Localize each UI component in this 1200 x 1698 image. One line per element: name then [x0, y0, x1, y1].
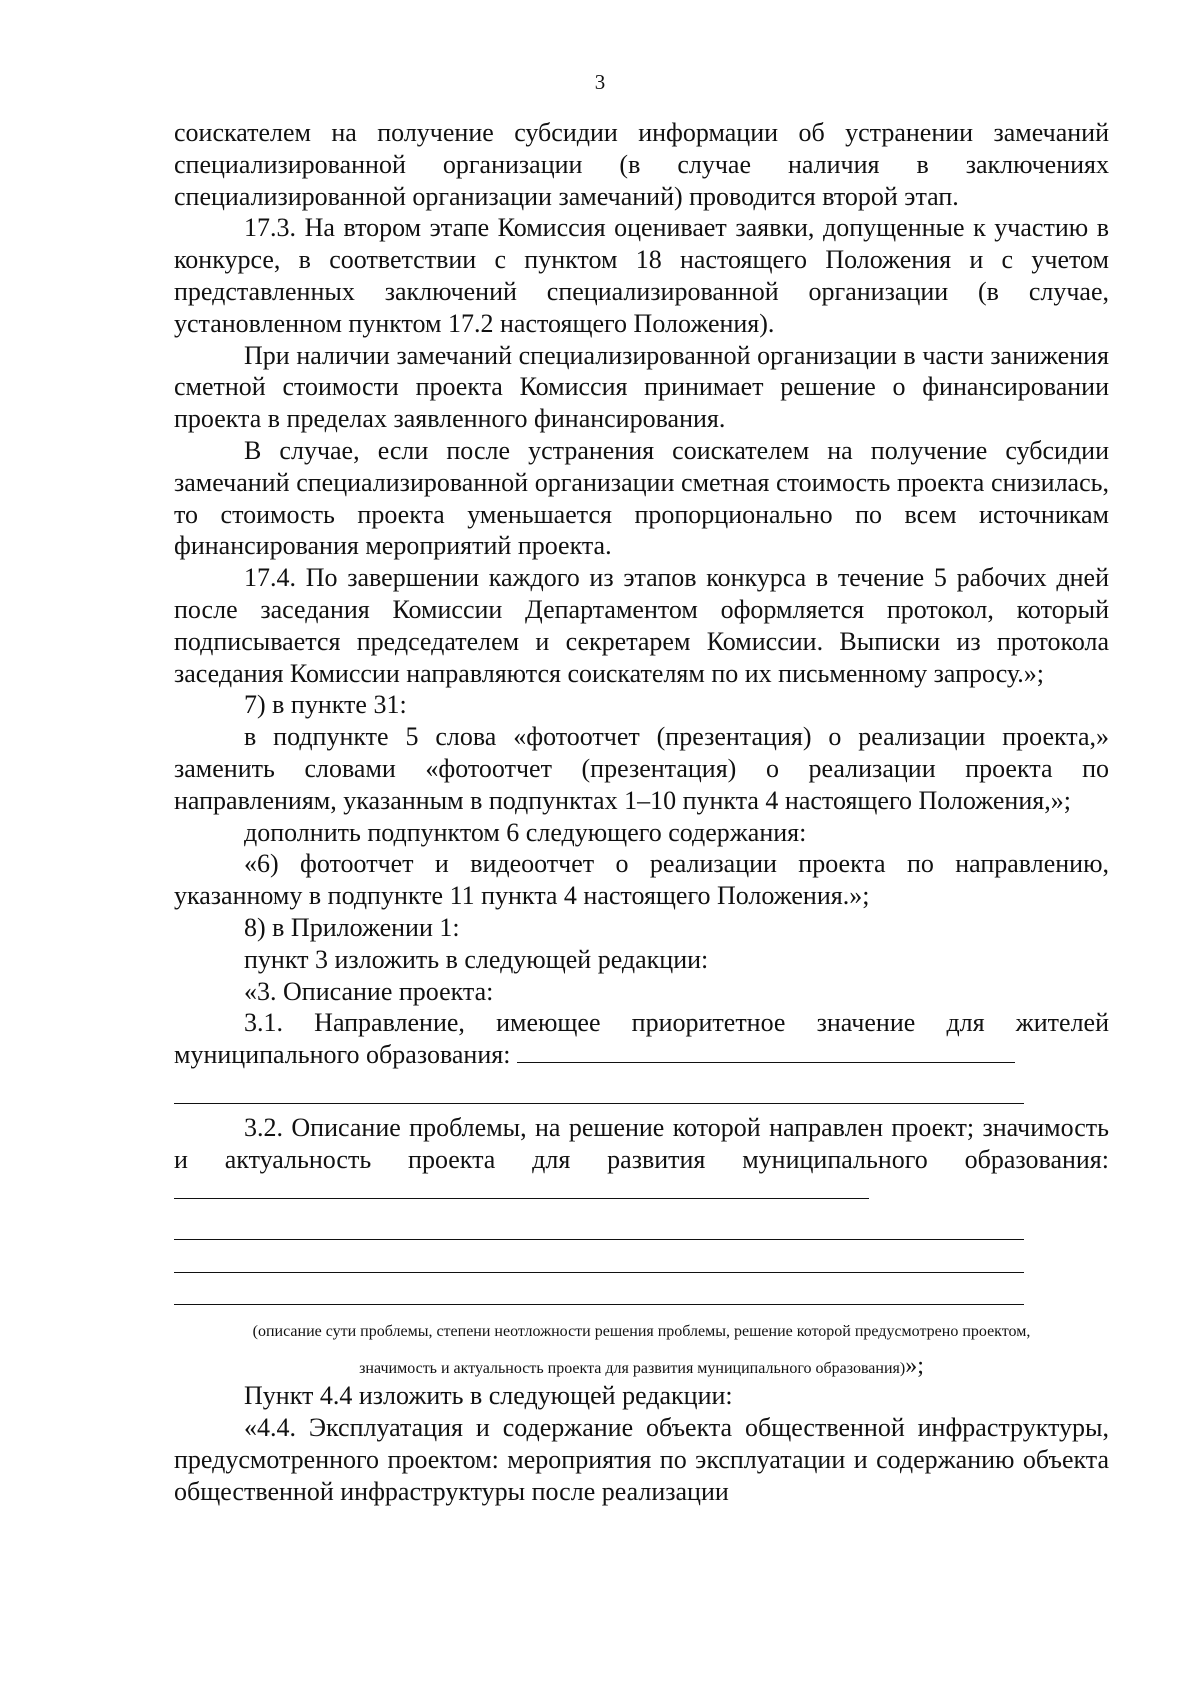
paragraph-subitem-5: в подпункте 5 слова «фотоотчет (презентация) о реализации проекта,» заменить словами «фотоотчет (презентация) о реализации проекта по направлениям, указанным в подпунктах 1–10 пункта 4 настоящего Положения,»;	[174, 722, 1109, 815]
blank-line	[174, 1273, 1024, 1306]
paragraph-17-3: 17.3. На втором этапе Комиссия оценивает заявки, допущенные к участию в конкурсе, в соответствии с пунктом 18 настоящего Положения и с учетом представленных заключений специализированной организации (в случае, установленном пунктом 17.2 настоящего Положения).	[174, 213, 1109, 338]
blank-line	[174, 1207, 1024, 1240]
paragraph-3-1	[174, 1007, 1109, 1071]
paragraph-remarks: При наличии замечаний специализированной организации в части занижения сметной стоимости проекта Комиссия принимает решение о финансировании проекта в пределах заявленного финансирования.	[174, 340, 1109, 434]
paragraph-item-7: 7) в пункте 31:	[244, 690, 407, 720]
footnote-line-2-text: значимость и актуальность проекта для развития муниципального образования)	[359, 1360, 906, 1378]
paragraph-3-2-text: 3.2. Описание проблемы, на решение которой направлен проект; значимость и актуальность проекта для развития муниципального образования:	[174, 1112, 1109, 1174]
paragraph-point-4-4: Пункт 4.4 изложить в следующей редакции:	[244, 1381, 733, 1411]
paragraph-subitem-6-text: «6) фотоотчет и видеоотчет о реализации проекта по направлению, указанному в подпункте 11 пункта 4 настоящего Положения.»;	[174, 849, 1109, 911]
paragraph-item-8: 8) в Приложении 1:	[244, 912, 460, 942]
paragraph-project-description: «3. Описание проекта:	[244, 976, 494, 1006]
footnote-line-1: (описание сути проблемы, степени неотложности решения проблемы, решение которой предусмотрено проектом,	[252, 1323, 1031, 1341]
paragraph-4-4-text: «4.4. Эксплуатация и содержание объекта общественной инфраструктуры, предусмотренного проектом: мероприятия по эксплуатации и содержанию объекта общественной инфраструктуры после реализации	[174, 1413, 1109, 1506]
paragraph-continuation: соискателем на получение субсидии информации об устранении замечаний специализированной организации (в случае наличия в заключениях специализированной организации замечаний) проводится второй этап.	[174, 118, 1109, 211]
footnote-line-2-tail: »;	[905, 1353, 924, 1380]
paragraph-17-4: 17.4. По завершении каждого из этапов конкурса в течение 5 рабочих дней после заседания Комиссии Департаментом оформляется протокол, который подписывается председателем и секретарем Комиссии. Выписки из протокола заседания Комиссии направляются соискателям по их письменному запросу.»;	[174, 563, 1109, 688]
footnote-line-2	[174, 1355, 1109, 1380]
paragraph-3-2	[174, 1112, 1109, 1207]
fill-line-3-1	[517, 1042, 1015, 1063]
blank-line	[174, 1071, 1024, 1104]
blank-line	[174, 1240, 1024, 1273]
paragraph-point-3: пункт 3 изложить в следующей редакции:	[244, 944, 709, 974]
paragraph-3-1-text: 3.1. Направление, имеющее приоритетное значение для жителей муниципального образования:	[174, 1008, 1109, 1070]
fill-line-3-2	[174, 1178, 869, 1199]
page-number: 3	[594, 70, 606, 94]
paragraph-cost-reduction: В случае, если после устранения соискателем на получение субсидии замечаний специализированной организации сметная стоимость проекта снизилась, то стоимость проекта уменьшается пропорционально по всем источникам финансирования мероприятий проекта.	[174, 435, 1109, 561]
paragraph-add-subitem-6: дополнить подпунктом 6 следующего содержания:	[244, 817, 807, 847]
document-body	[174, 117, 1109, 1508]
